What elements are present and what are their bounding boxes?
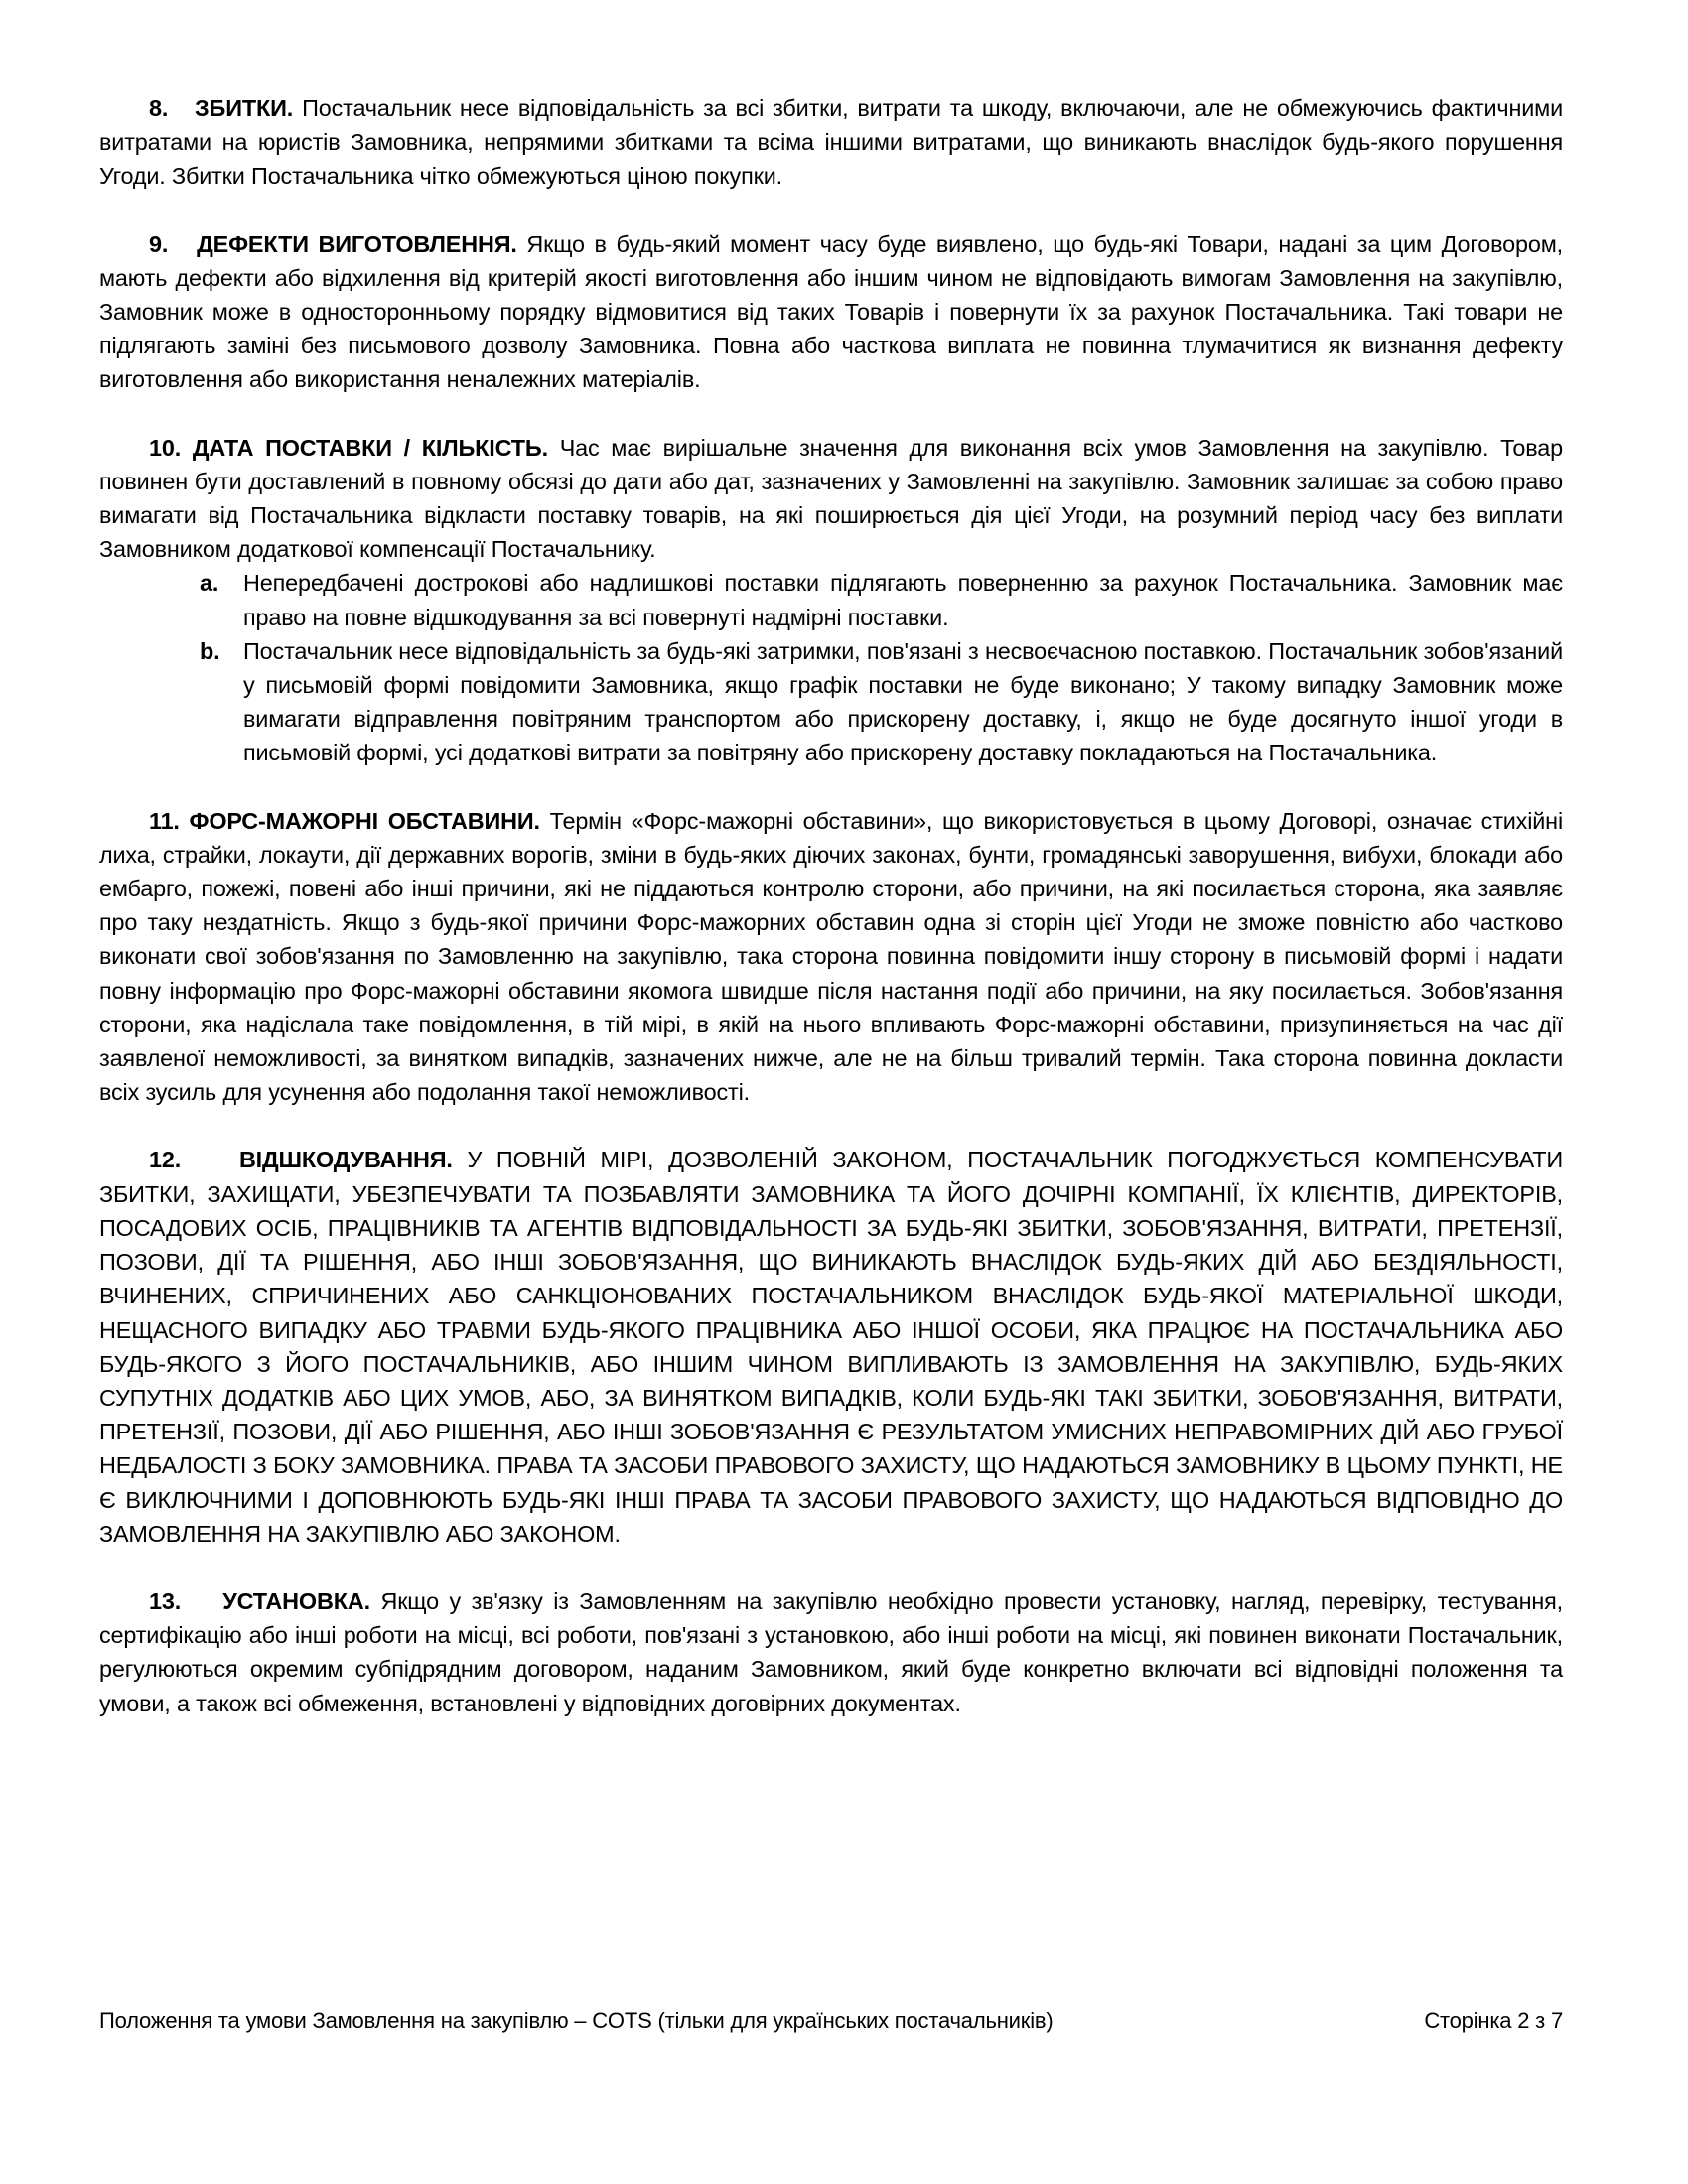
clause-title: ДЕФЕКТИ ВИГОТОВЛЕННЯ.: [197, 230, 517, 257]
clause-force-majeure: [99, 804, 1563, 1110]
subitem-delivery-delays: [99, 634, 1563, 770]
subitem-text: Непередбачені дострокові або надлишкові поставки підлягають поверненню за рахунок Постачальника. Замовник має право на повне відшкодування за всі повернуті надмірні поставки.: [243, 570, 1563, 630]
clause-title: УСТАНОВКА.: [222, 1587, 370, 1614]
clause-text: Якщо в будь-який момент часу буде виявлено, що будь-які Товари, надані за цим Договором, мають дефекти або відхилення від критерій якості виготовлення або іншим чином не відповідають вимогам Замовлення на закупівлю, Замовник може в односторонньому порядку відмовитися від таких Товарів і повернути їх за рахунок Постачальника. Такі товари не підлягають заміні без письмового дозволу Замовника. Повна або часткова виплата не повинна тлумачитися як визнання дефекту виготовлення або використання неналежних матеріалів.: [99, 230, 1563, 393]
clause-subitems: [99, 566, 1563, 769]
clause-delivery-date-quantity: [99, 431, 1563, 567]
clause-text: Час має вирішальне значення для виконання всіх умов Замовлення на закупівлю. Товар повинен бути доставлений в повному обсязі до дати або дат, зазначених у Замовленні на закупівлю. Замовник залишає за собою право вимагати від Постачальника відкласти поставку товарів, на які поширюється дія цієї Угоди, на розумний період часу без виплати Замовником додаткової компенсації Постачальнику.: [99, 434, 1564, 563]
footer-page-number: Сторінка 2 з 7: [1424, 2008, 1563, 2033]
clause-text: Термін «Форс-мажорні обставини», що використовується в цьому Договорі, означає стихійні лиха, страйки, локаути, дії державних ворогів, зміни в будь-яких діючих законах, бунти, громадянські заворушення, вибухи, блокади або ембарго, пожежі, повені або інші причини, які не піддаються контролю сторони, або причини, на які посилається сторона, яка заявляє про таку нездатність. Якщо з будь-якої причини Форс-мажорних обставин одна зі сторін цієї Угоди не зможе повністю або частково виконати свої зобов'язання по Замовленню на закупівлю, така сторона повинна повідомити іншу сторону в письмовій формі і надати повну інформацію про Форс-мажорні обставини якомога швидше після настання події або причини, на яку посилається. Зобов'язання сторони, яка надіслала таке повідомлення, в тій мірі, в якій на нього впливають Форс-мажорні обставини, призупиняється на час дії заявленої неможливості, за винятком випадків, зазначених нижче, але не на більш тривалий термін. Така сторона повинна докласти всіх зусиль для усунення або подолання такої неможливості.: [99, 807, 1563, 1106]
subitem-text: Постачальник несе відповідальність за будь-які затримки, пов'язані з несвоєчасною поставкою. Постачальник зобов'язаний у письмовій формі повідомити Замовника, якщо графік поставки не буде виконано; У такому випадку Замовник може вимагати відправлення повітряним транспортом або прискорену доставку, і, якщо не буде досягнуто іншої угоди в письмовій формі, усі додаткові витрати за повітряну або прискорену доставку покладаються на Постачальника.: [243, 637, 1563, 766]
page-footer: [99, 2006, 1563, 2036]
clause-title: ВІДШКОДУВАННЯ.: [238, 1147, 453, 1173]
clause-number: 11.: [149, 807, 180, 834]
clause-text: Постачальник несе відповідальність за всі збитки, витрати та шкоду, включаючи, але не обмежуючись фактичними витратами на юристів Замовника, непрямими збитками та всіма іншими витратами, що виникають внаслідок будь-якого порушення Угоди. Збитки Постачальника чітко обмежуються ціною покупки.: [99, 95, 1563, 190]
clause-title: ФОРС-МАЖОРНІ ОБСТАВИНИ.: [189, 807, 540, 834]
subitem-marker: b.: [200, 637, 220, 664]
clause-number: 13.: [149, 1587, 182, 1614]
clause-number: 8.: [149, 95, 169, 121]
clause-indemnification: [99, 1143, 1563, 1550]
clause-title: ЗБИТКИ.: [195, 95, 294, 121]
subitem-marker: a.: [200, 570, 219, 597]
subitem-early-excess-deliveries: [99, 566, 1563, 633]
clause-installation: [99, 1584, 1563, 1720]
clause-text: У ПОВНІЙ МІРІ, ДОЗВОЛЕНІЙ ЗАКОНОМ, ПОСТАЧАЛЬНИК ПОГОДЖУЄТЬСЯ КОМПЕНСУВАТИ ЗБИТКИ, ЗАХИЩАТИ, УБЕЗПЕЧУВАТИ ТА ПОЗБАВЛЯТИ ЗАМОВНИКА ТА ЙОГО ДОЧІРНІ КОМПАНІЇ, ЇХ КЛІЄНТІВ, ДИРЕКТОРІВ, ПОСАДОВИХ ОСІБ, ПРАЦІВНИКІВ ТА АГЕНТІВ ВІДПОВІДАЛЬНОСТІ ЗА БУДЬ-ЯКІ ЗБИТКИ, ЗОБОВ'ЯЗАННЯ, ВИТРАТИ, ПРЕТЕНЗІЇ, ПОЗОВИ, ДІЇ ТА РІШЕННЯ, АБО ІНШІ ЗОБОВ'ЯЗАННЯ, ЩО ВИНИКАЮТЬ ВНАСЛІДОК БУДЬ-ЯКИХ ДІЙ АБО БЕЗДІЯЛЬНОСТІ, ВЧИНЕНИХ, СПРИЧИНЕНИХ АБО САНКЦІОНОВАНИХ ПОСТАЧАЛЬНИКОМ ВНАСЛІДОК БУДЬ-ЯКОЇ МАТЕРІАЛЬНОЇ ШКОДИ, НЕЩАСНОГО ВИПАДКУ АБО ТРАВМИ БУДЬ-ЯКОГО ПРАЦІВНИКА АБО ІНШОЇ ОСОБИ, ЯКА ПРАЦЮЄ НА ПОСТАЧАЛЬНИКА АБО БУДЬ-ЯКОГО З ЙОГО ПОСТАЧАЛЬНИКІВ, АБО ІНШИМ ЧИНОМ ВИПЛИВАЮТЬ ІЗ ЗАМОВЛЕННЯ НА ЗАКУПІВЛЮ, БУДЬ-ЯКИХ СУПУТНІХ ДОДАТКІВ АБО ЦИХ УМОВ, АБО, ЗА ВИНЯТКОМ ВИПАДКІВ, КОЛИ БУДЬ-ЯКІ ТАКІ ЗБИТКИ, ЗОБОВ'ЯЗАННЯ, ВИТРАТИ, ПРЕТЕНЗІЇ, ПОЗОВИ, ДІЇ АБО РІШЕННЯ, АБО ІНШІ ЗОБОВ'ЯЗАННЯ Є РЕЗУЛЬТАТОМ УМИСНИХ НЕПРАВОМІРНИХ ДІЙ АБО ГРУБОЇ НЕДБАЛОСТІ З БОКУ ЗАМОВНИКА. ПРАВА ТА ЗАСОБИ ПРАВОВОГО ЗАХИСТУ, ЩО НАДАЮТЬСЯ ЗАМОВНИКУ В ЦЬОМУ ПУНКТІ, НЕ Є ВИКЛЮЧНИМИ І ДОПОВНЮЮТЬ БУДЬ-ЯКІ ІНШІ ПРАВА ТА ЗАСОБИ ПРАВОВОГО ЗАХИСТУ, ЩО НАДАЮТЬСЯ ВІДПОВІДНО ДО ЗАМОВЛЕННЯ НА ЗАКУПІВЛЮ АБО ЗАКОНОМ.: [99, 1147, 1563, 1547]
clause-number: 10.: [149, 434, 182, 461]
document-page: [99, 91, 1563, 1754]
clause-title: ДАТА ПОСТАВКИ / КІЛЬКІСТЬ.: [192, 434, 548, 461]
clause-manufacturing-defects: [99, 227, 1563, 397]
footer-document-title: Положення та умови Замовлення на закупівлю – COTS (тільки для українських постачальників): [99, 2008, 1054, 2033]
clause-number: 9.: [149, 230, 169, 257]
clause-text: Якщо у зв'язку із Замовленням на закупівлю необхідно провести установку, нагляд, перевірку, тестування, сертифікацію або інші роботи на місці, всі роботи, пов'язані з установкою, або інші роботи на місці, які повинен виконати Постачальник, регулюються окремим субпідрядним договором, наданим Замовником, який буде конкретно включати всі відповідні положення та умови, а також всі обмеження, встановлені у відповідних договірних документах.: [99, 1587, 1563, 1716]
clause-damages: [99, 91, 1563, 194]
clause-number: 12.: [149, 1147, 182, 1173]
